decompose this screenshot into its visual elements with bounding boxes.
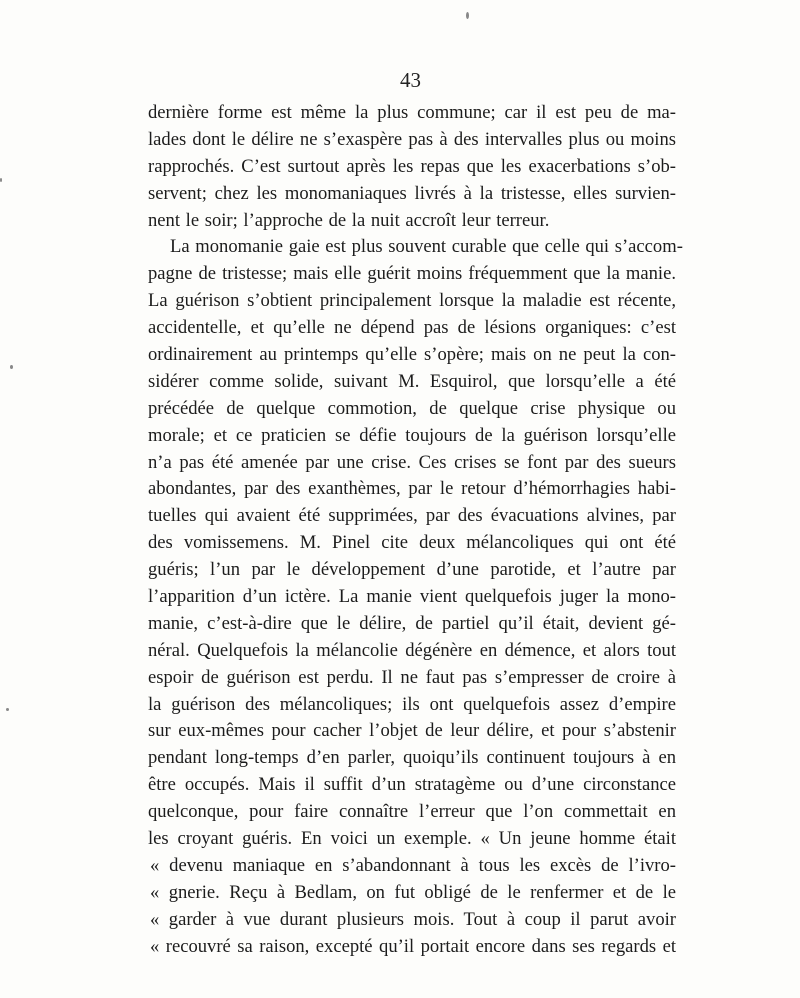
- speck-mark: [466, 12, 469, 19]
- text-line: La guérison s’obtient principalement lorsque la maladie est récente,: [148, 290, 676, 312]
- speck-mark: [6, 708, 9, 711]
- paragraph-start-line: La monomanie gaie est plus souvent curable que celle qui s’accom-: [170, 236, 683, 258]
- text-line: nent le soir; l’approche de la nuit accroît leur terreur.: [148, 209, 550, 231]
- text-line: sur eux-mêmes pour cacher l’objet de leur délire, et pour s’abstenir: [148, 720, 676, 742]
- text-line: morale; et ce praticien se défie toujours de la guérison lorsqu’elle: [148, 424, 676, 446]
- text-line: abondantes, par des exanthèmes, par le retour d’hémorrhagies habi-: [148, 478, 676, 500]
- text-line: néral. Quelquefois la mélancolie dégénère en démence, et alors tout: [148, 639, 676, 661]
- body-text: [148, 100, 683, 961]
- text-line: quelconque, pour faire connaître l’erreur que l’on commettait en: [148, 801, 676, 823]
- text-line: ordinairement au printemps qu’elle s’opère; mais on ne peut la con-: [148, 344, 676, 366]
- text-line: accidentelle, et qu’elle ne dépend pas de lésions organiques: c’est: [148, 317, 676, 339]
- quote-line: « garder à vue durant plusieurs mois. Tout à coup il parut avoir: [150, 908, 676, 930]
- quote-line: « gnerie. Reçu à Bedlam, on fut obligé de le renfermer et de le: [150, 881, 676, 903]
- text-line: rapprochés. C’est surtout après les repas que les exacerbations s’ob-: [148, 155, 676, 177]
- text-line: l’apparition d’un ictère. La manie vient quelquefois juger la mono-: [148, 586, 676, 608]
- text-line: pagne de tristesse; mais elle guérit moins fréquemment que la manie.: [148, 263, 676, 285]
- text-line: être occupés. Mais il suffit d’un stratagème ou d’une circonstance: [148, 774, 676, 796]
- text-line: les croyant guéris. En voici un exemple. « Un jeune homme était: [148, 828, 676, 850]
- quote-line: « devenu maniaque en s’abandonnant à tous les excès de l’ivro-: [150, 854, 676, 876]
- text-line: guéris; l’un par le développement d’une parotide, et l’autre par: [148, 559, 676, 581]
- text-line: lades dont le délire ne s’exaspère pas à des intervalles plus ou moins: [148, 128, 676, 150]
- text-line: espoir de guérison est perdu. Il ne faut pas s’empresser de croire à: [148, 666, 676, 688]
- text-line: manie, c’est-à-dire que le délire, de partiel qu’il était, devient gé-: [148, 612, 676, 634]
- text-line: sidérer comme solide, suivant M. Esquirol, que lorsqu’elle a été: [148, 370, 676, 392]
- text-line: des vomissemens. M. Pinel cite deux mélancoliques qui ont été: [148, 532, 676, 554]
- text-line: n’a pas été amenée par une crise. Ces crises se font par des sueurs: [148, 451, 676, 473]
- page-number: 43: [400, 68, 421, 92]
- quote-line: « recouvré sa raison, excepté qu’il portait encore dans ses regards et: [150, 935, 676, 957]
- text-line: servent; chez les monomaniaques livrés à la tristesse, elles survien-: [148, 182, 676, 204]
- text-line: la guérison des mélancoliques; ils ont quelquefois assez d’empire: [148, 693, 676, 715]
- speck-mark: [10, 365, 13, 369]
- text-line: tuelles qui avaient été supprimées, par des évacuations alvines, par: [148, 505, 676, 527]
- speck-mark: [0, 178, 2, 182]
- text-line: dernière forme est même la plus commune; car il est peu de ma-: [148, 102, 676, 123]
- text-line: précédée de quelque commotion, de quelque crise physique ou: [148, 397, 676, 419]
- text-line: pendant long-temps d’en parler, quoiqu’ils continuent toujours à en: [148, 747, 676, 769]
